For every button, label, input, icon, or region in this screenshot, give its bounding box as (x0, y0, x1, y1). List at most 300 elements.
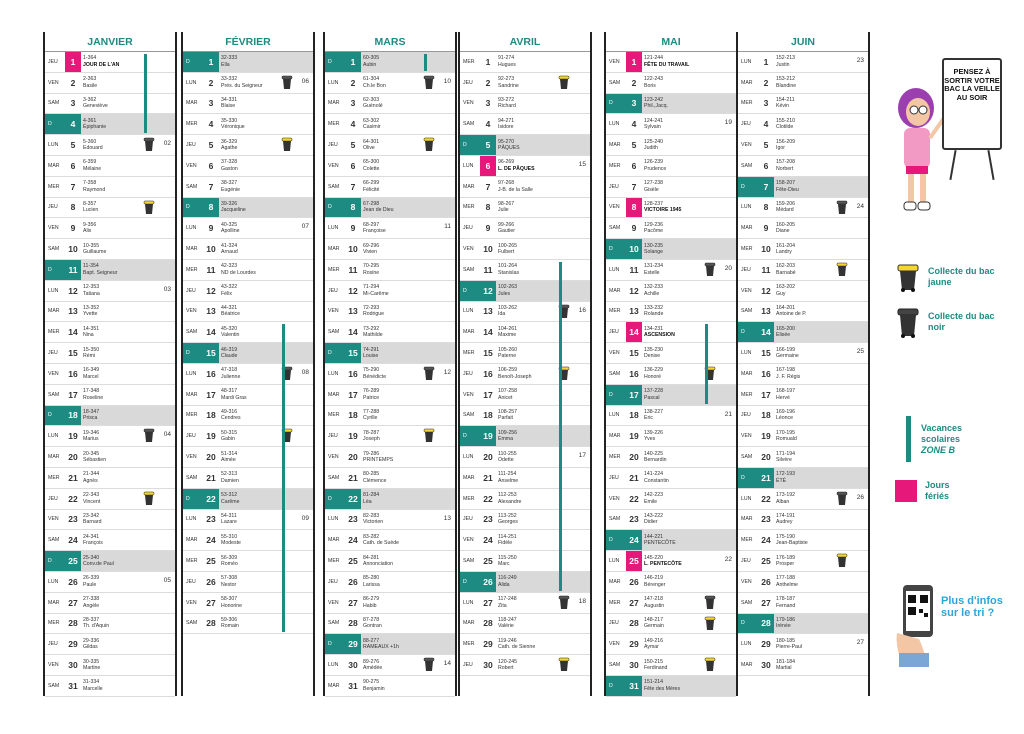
day-number: 5 (763, 140, 769, 151)
saint-name: Marc (498, 561, 510, 568)
day-number: 8 (485, 202, 491, 213)
day-number: 7 (631, 181, 637, 192)
day-info (774, 572, 868, 592)
day-code: 138-227 (644, 409, 664, 416)
day-number: 8 (203, 198, 219, 218)
weekday: VEN (609, 58, 620, 65)
day-code: 95-270 (498, 138, 515, 145)
day-info (642, 510, 736, 530)
day-info (642, 198, 736, 218)
day-number: 7 (208, 181, 214, 192)
day-info (219, 614, 313, 634)
day-number: 6 (631, 160, 637, 171)
weekday: SAM (48, 100, 60, 107)
day-number: 8 (345, 198, 361, 218)
day-info (496, 364, 590, 384)
weekday: VEN (609, 495, 620, 502)
day-code: 121-244 (644, 55, 664, 62)
day-code: 84-281 (363, 554, 380, 561)
weekday: LUN (463, 162, 474, 169)
day-code: 97-268 (498, 180, 515, 187)
day-code: 34-331 (221, 97, 238, 104)
day-code: 36-329 (221, 138, 238, 145)
saint-name: Guy (776, 290, 786, 297)
weekday: JEU (609, 183, 619, 190)
day-info (361, 94, 455, 114)
weekday: D (325, 52, 345, 72)
day-row (325, 73, 455, 94)
weekday: MAR (48, 308, 60, 315)
saint-name: Lucien (83, 207, 99, 214)
saint-name: Gisèle (644, 186, 659, 193)
day-code: 105-260 (498, 346, 518, 353)
day-code: 78-287 (363, 429, 380, 436)
day-code: 29-336 (83, 637, 100, 644)
week-number: 05 (163, 576, 171, 584)
day-code: 12-353 (83, 284, 100, 291)
day-info (774, 593, 868, 613)
saint-name: Aimée (221, 457, 236, 464)
day-row (738, 426, 868, 447)
day-code: 62-303 (363, 97, 380, 104)
weekday: LUN (328, 370, 339, 377)
day-code: 60-305 (363, 55, 380, 62)
weekday: SAM (48, 682, 60, 689)
day-row (460, 406, 590, 427)
saint-name: Elisée (776, 332, 791, 339)
day-number: 10 (626, 239, 642, 259)
day-row (183, 530, 313, 551)
day-info (219, 73, 313, 93)
day-row (325, 177, 455, 198)
day-row (183, 385, 313, 406)
day-info (361, 530, 455, 550)
day-number: 5 (480, 135, 496, 155)
weekday: MAR (741, 79, 753, 86)
month-title: MAI (606, 32, 736, 52)
day-number: 9 (763, 223, 769, 234)
day-info (219, 510, 313, 530)
day-info (81, 156, 175, 176)
day-info (81, 572, 175, 592)
weekday: JEU (328, 433, 338, 440)
day-code: 90-275 (363, 679, 380, 686)
weekday: SAM (463, 558, 475, 565)
day-row (325, 218, 455, 239)
month-title: AVRIL (460, 32, 590, 52)
saint-name: Phil.,Jacq. (644, 103, 668, 110)
day-number: 11 (761, 264, 771, 275)
week-number: 22 (724, 556, 732, 564)
day-number: 16 (629, 368, 639, 379)
day-code: 137-228 (644, 388, 664, 395)
day-code: 37-328 (221, 159, 238, 166)
day-code: 35-330 (221, 117, 238, 124)
weekday: MAR (328, 246, 340, 253)
weekday: MER (463, 641, 475, 648)
day-code: 123-242 (644, 97, 664, 104)
weekday: D (45, 551, 65, 571)
saint-name: Roseline (83, 394, 104, 401)
day-code: 46-319 (221, 346, 238, 353)
saint-name: Estelle (644, 269, 660, 276)
weekday: LUN (186, 225, 197, 232)
day-code: 111-254 (498, 471, 517, 478)
day-number: 26 (629, 576, 639, 587)
day-info (642, 426, 736, 446)
weekday: JEU (609, 620, 619, 627)
day-number: 28 (68, 618, 78, 629)
day-code: 51-314 (221, 450, 238, 457)
day-info (81, 614, 175, 634)
weekday: D (738, 177, 758, 197)
saint-name: Gildas (83, 644, 98, 651)
day-number: 4 (763, 119, 769, 130)
day-info (81, 135, 175, 155)
day-info (81, 530, 175, 550)
day-number: 24 (483, 535, 493, 546)
day-code: 31-334 (83, 679, 100, 686)
day-number: 24 (68, 535, 78, 546)
day-number: 29 (345, 634, 361, 654)
day-code: 22-343 (83, 492, 100, 499)
day-number: 5 (350, 140, 356, 151)
weekday: VEN (741, 142, 752, 149)
weekday: VEN (186, 454, 197, 461)
day-row (45, 52, 175, 73)
day-info (774, 530, 868, 550)
vacation-bar (144, 54, 147, 133)
day-row (606, 135, 736, 156)
weekday: MER (609, 454, 621, 461)
saint-name: Conv.de Paul (83, 561, 114, 568)
day-row (738, 135, 868, 156)
day-code: 106-259 (498, 367, 518, 374)
day-row (738, 385, 868, 406)
day-row (45, 510, 175, 531)
day-code: 41-324 (221, 242, 238, 249)
day-number: 9 (70, 223, 76, 234)
day-row (460, 239, 590, 260)
day-info (81, 676, 175, 696)
day-number: 14 (68, 327, 78, 338)
day-number: 19 (629, 431, 639, 442)
day-row (183, 156, 313, 177)
day-code: 85-280 (363, 575, 380, 582)
saint-name: Jean-Baptiste (776, 540, 808, 547)
day-info (774, 52, 868, 72)
weekday: LUN (463, 454, 474, 461)
day-info (361, 239, 455, 259)
day-info (219, 177, 313, 197)
day-code: 73-292 (363, 325, 380, 332)
day-code: 47-318 (221, 367, 238, 374)
saint-name: Audrey (776, 519, 793, 526)
day-info (642, 655, 736, 675)
day-info (774, 426, 868, 446)
weekday: D (606, 530, 626, 550)
saint-name: Antoine de P. (776, 311, 807, 318)
saint-name: Tatiana (83, 290, 100, 297)
black-bin-icon (896, 306, 920, 338)
day-number: 15 (68, 348, 78, 359)
weekday: D (460, 281, 480, 301)
weekday: MER (48, 183, 60, 190)
day-number: 3 (626, 94, 642, 114)
day-row (738, 551, 868, 572)
day-number: 12 (629, 285, 639, 296)
day-row (606, 281, 736, 302)
day-code: 99-266 (498, 221, 515, 228)
saint-name: Fernand (776, 602, 796, 609)
weekday: LUN (186, 370, 197, 377)
day-info (496, 572, 590, 592)
saint-name: Jacqueline (221, 207, 246, 214)
saint-name: Achille (644, 290, 660, 297)
day-row (606, 239, 736, 260)
black-bin-icon (704, 262, 716, 277)
weekday: SAM (609, 370, 621, 377)
day-row (460, 135, 590, 156)
month-column (323, 32, 457, 696)
day-row (183, 302, 313, 323)
weekday: D (325, 489, 345, 509)
saint-name: Eric (644, 415, 653, 422)
weekday: D (738, 468, 758, 488)
saint-name: Gautier (498, 228, 516, 235)
day-row (45, 489, 175, 510)
day-info (219, 114, 313, 134)
saint-name: RAMEAUX +1h (363, 644, 399, 651)
day-info (774, 156, 868, 176)
day-code: 43-322 (221, 284, 238, 291)
day-number: 10 (483, 244, 493, 255)
legend-yellow-bin-label: Collecte du bac jaune (928, 266, 995, 287)
weekday: VEN (741, 287, 752, 294)
weekday: VEN (186, 599, 197, 606)
day-code: 2-363 (83, 76, 97, 83)
day-code: 94-271 (498, 117, 515, 124)
weekday: D (738, 322, 758, 342)
weekday: LUN (48, 287, 59, 294)
day-number: 29 (68, 639, 78, 650)
day-code: 40-325 (221, 221, 238, 228)
weekday: MER (463, 495, 475, 502)
week-number: 14 (443, 660, 451, 668)
day-info (774, 510, 868, 530)
week-number: 23 (856, 57, 864, 64)
saint-name: Annonciation (363, 561, 393, 568)
day-code: 19-346 (83, 429, 100, 436)
day-row (183, 281, 313, 302)
day-code: 24-341 (83, 533, 100, 540)
weekday: MER (186, 266, 198, 273)
day-code: 139-226 (644, 429, 664, 436)
weekday: MER (48, 329, 60, 336)
weekday: MAR (186, 100, 198, 107)
day-info (774, 281, 868, 301)
day-info (361, 510, 455, 530)
day-row (183, 73, 313, 94)
day-info (642, 114, 736, 134)
day-code: 9-356 (83, 221, 97, 228)
day-number: 11 (629, 264, 639, 275)
weekday: LUN (741, 204, 752, 211)
weekday: MER (741, 246, 753, 253)
saint-name: Amédée (363, 665, 383, 671)
day-info (219, 468, 313, 488)
weekday: MER (463, 350, 475, 357)
weekday: D (183, 489, 203, 509)
day-code: 133-232 (644, 305, 664, 312)
saint-name: Hugues (498, 61, 516, 68)
black-bin-icon (143, 137, 155, 152)
week-number: 06 (301, 77, 309, 85)
weekday: MER (741, 100, 753, 107)
weekday: VEN (48, 225, 59, 232)
day-code: 26-339 (83, 575, 100, 582)
yellow-bin-icon (281, 137, 293, 152)
day-number: 27 (483, 597, 493, 608)
easel-leg (987, 150, 994, 180)
weekday: JEU (741, 412, 751, 419)
legend-vacances-line1: Vacances (921, 422, 963, 433)
day-code: 81-284 (363, 492, 380, 499)
saint-name: Parfait (498, 415, 513, 422)
day-code: 5-360 (83, 138, 97, 145)
day-info (361, 260, 455, 280)
month-title: JUIN (738, 32, 868, 52)
day-number: 7 (758, 177, 774, 197)
saint-name: Claude (221, 353, 238, 360)
day-row (325, 655, 455, 676)
weekday: D (606, 676, 626, 696)
saint-name: ND de Lourdes (221, 269, 256, 276)
week-number: 09 (301, 514, 309, 522)
day-row (45, 614, 175, 635)
saint-name: Cath. de Suède (363, 540, 400, 547)
day-info (774, 634, 868, 654)
day-number: 17 (761, 389, 771, 400)
day-row (460, 551, 590, 572)
saint-name: Patrice (363, 394, 380, 401)
weekday: SAM (609, 225, 621, 232)
day-code: 141-224 (644, 471, 664, 478)
day-number: 11 (206, 264, 216, 275)
day-info (219, 426, 313, 446)
day-number: 3 (485, 98, 491, 109)
day-row (45, 156, 175, 177)
day-number: 1 (626, 52, 642, 72)
day-info (219, 385, 313, 405)
saint-name: PRINTEMPS (363, 457, 394, 464)
day-code: 13-352 (83, 305, 100, 312)
day-code: 129-236 (644, 221, 664, 228)
day-number: 24 (206, 535, 216, 546)
weekday: MER (186, 121, 198, 128)
day-row (325, 114, 455, 135)
weekday: MER (48, 474, 60, 481)
day-info (774, 406, 868, 426)
day-code: 63-302 (363, 117, 380, 124)
yellow-bin-icon (896, 262, 920, 292)
day-number: 6 (70, 160, 76, 171)
day-code: 93-272 (498, 97, 515, 104)
weekday: MER (328, 121, 340, 128)
saint-name: Gaston (221, 165, 238, 172)
day-row (738, 572, 868, 593)
day-number: 15 (483, 348, 493, 359)
day-row (738, 260, 868, 281)
saint-name: VICTOIRE 1945 (644, 207, 682, 214)
day-number: 14 (483, 327, 493, 338)
day-info (774, 468, 868, 488)
day-info (81, 634, 175, 654)
weekday: JEU (48, 495, 58, 502)
week-number: 19 (724, 119, 732, 127)
weekday: JEU (186, 287, 196, 294)
day-info (774, 655, 868, 675)
day-row (183, 343, 313, 364)
day-info (496, 468, 590, 488)
day-code: 162-203 (776, 263, 796, 270)
day-number: 28 (206, 618, 216, 629)
day-row (606, 343, 736, 364)
day-number: 9 (485, 223, 491, 234)
day-row (183, 52, 313, 73)
day-info (361, 406, 455, 426)
weekday: VEN (609, 350, 620, 357)
weekday: VEN (328, 308, 339, 315)
saint-name: Modeste (221, 540, 241, 547)
day-code: 173-192 (776, 492, 796, 499)
day-code: 64-301 (363, 138, 380, 145)
day-info (361, 322, 455, 342)
saint-name: Agathe (221, 145, 238, 152)
day-info (81, 655, 175, 675)
day-code: 32-333 (221, 55, 238, 62)
saint-name: Paule (83, 581, 97, 588)
weekday: D (460, 135, 480, 155)
day-info (642, 614, 736, 634)
black-bin-icon (558, 595, 570, 610)
day-number: 25 (348, 556, 358, 567)
day-number: 19 (68, 431, 78, 442)
vacances-bar-swatch (906, 416, 911, 462)
day-number: 22 (345, 489, 361, 509)
saint-name: Yves (644, 436, 656, 443)
day-number: 31 (626, 676, 642, 696)
day-row (325, 614, 455, 635)
day-info (81, 426, 175, 446)
day-info (81, 489, 175, 509)
saint-name: L. PENTECÔTE (644, 561, 682, 568)
day-code: 166-199 (776, 346, 796, 353)
day-code: 56-309 (221, 554, 238, 561)
day-row (183, 114, 313, 135)
saint-name: Edouard (83, 145, 103, 152)
saint-name: Mathilde (363, 332, 383, 339)
day-number: 23 (761, 514, 771, 525)
day-row (45, 114, 175, 135)
weekday: D (45, 260, 65, 280)
saint-name: Carême (221, 498, 240, 505)
saint-name: Nina (83, 332, 94, 339)
yellow-bin-icon (704, 657, 716, 672)
day-code: 142-223 (644, 492, 664, 499)
day-code: 42-323 (221, 263, 238, 270)
easel-board (942, 58, 1002, 150)
